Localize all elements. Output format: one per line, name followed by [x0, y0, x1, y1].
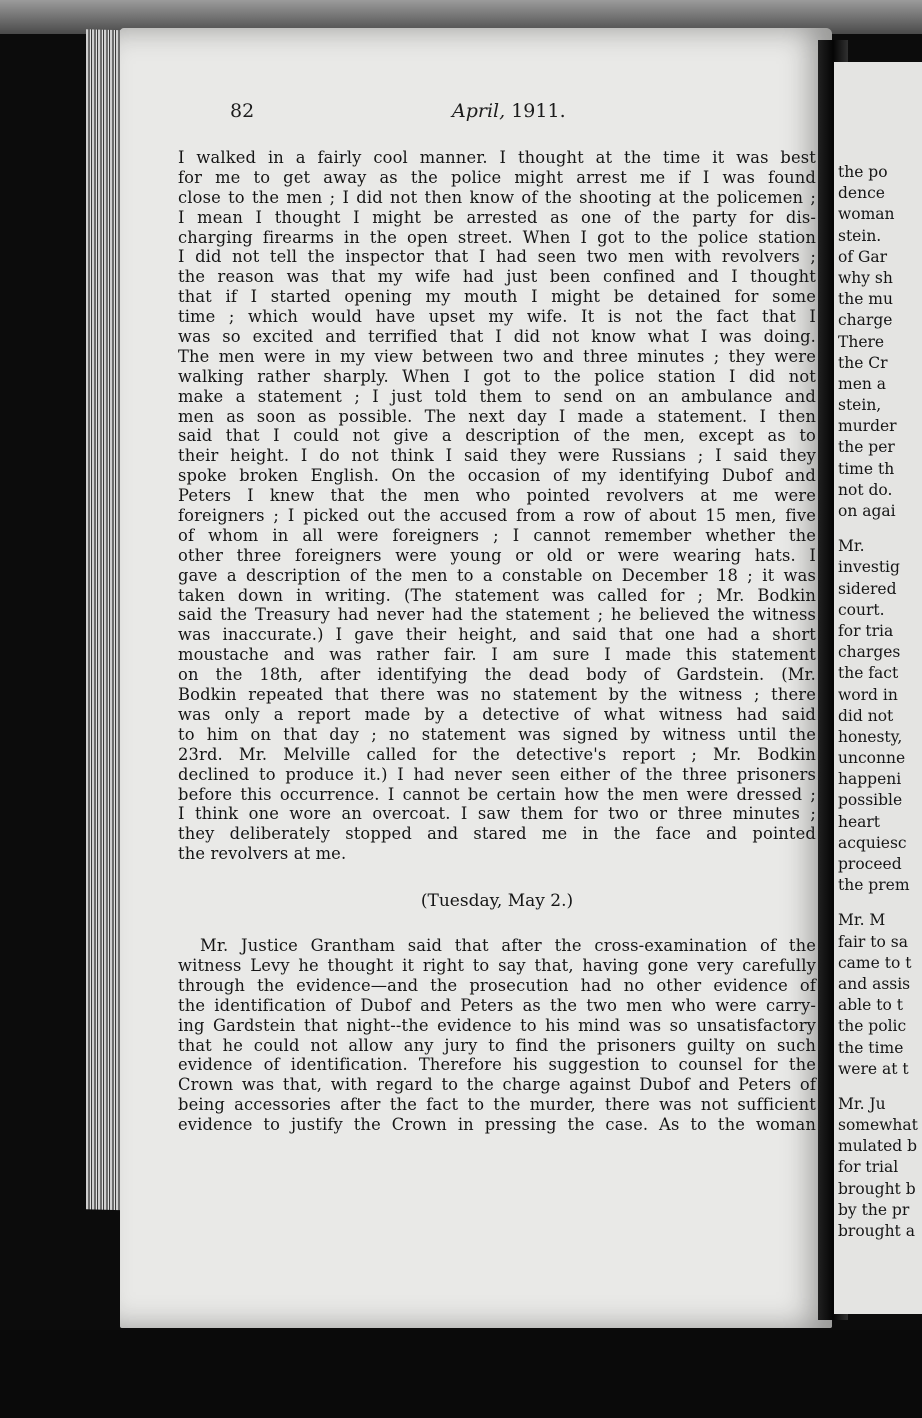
facing-text-line: stein, [838, 396, 882, 415]
facing-text-line: did not [838, 706, 894, 725]
text-line: The men were in my view between two and three minutes ; they were [178, 346, 816, 366]
facing-text-line: the polic [838, 1017, 907, 1036]
facing-text-line: honesty, [838, 727, 903, 746]
running-head-month: April, [452, 100, 506, 122]
text-line: they deliberately stopped and stared me in the face and pointed [178, 824, 816, 844]
page-header [230, 100, 790, 130]
facing-text-line: the per [838, 438, 895, 457]
text-line: moustache and was rather fair. I am sure I made this statement [178, 645, 816, 665]
facing-text-line: proceed [838, 855, 902, 873]
text-line: charging firearms in the open street. When I got to the police station [178, 227, 816, 247]
facing-text-line: sidered [838, 579, 897, 598]
text-line: 23rd. Mr. Melville called for the detective's report ; Mr. Bodkin [178, 744, 816, 764]
text-line: evidence to justify the Crown in pressing the case. As to the woman [178, 1115, 816, 1135]
facing-text-line: came to t [838, 953, 912, 972]
facing-text-line: possible [838, 791, 903, 810]
text-line: the identification of Dubof and Peters as the two men who were carry- [178, 995, 816, 1015]
facing-text-line: charge [838, 311, 893, 330]
text-line: other three foreigners were young or old or were wearing hats. I [178, 545, 816, 565]
facing-page-text [838, 162, 922, 1242]
section-heading: (Tuesday, May 2.) [420, 891, 574, 912]
facing-text-line: why sh [838, 268, 893, 287]
text-line: walking rather sharply. When I got to the police station I did not [178, 366, 816, 386]
facing-text-line: of Gar [838, 247, 888, 266]
text-line: taken down in writing. (The statement was called for ; Mr. Bodkin [178, 585, 816, 605]
text-line: make a statement ; I just told them to send on an ambulance and [178, 386, 816, 406]
text-line: said that I could not give a description of the men, except as to [178, 426, 816, 446]
facing-text-line: were at t [838, 1059, 909, 1078]
facing-text-line: happeni [838, 770, 902, 789]
facing-text-line: on agai [838, 502, 896, 520]
facing-text-line: not do. [838, 480, 893, 499]
text-line: Crown was that, with regard to the charge against Dubof and Peters of [178, 1075, 816, 1095]
text-line: said the Treasury had never had the statement ; he believed the witness [178, 605, 816, 625]
facing-text-line: the fact [838, 664, 899, 683]
scan-bottom-background [0, 1330, 922, 1418]
facing-text-line: charges [838, 643, 901, 662]
facing-text-line: brought a [838, 1222, 915, 1240]
facing-text-line: heart [838, 812, 881, 831]
facing-text-line: word in [838, 685, 898, 704]
facing-text-line: Mr. M [838, 911, 886, 930]
facing-text-line: stein. [838, 226, 882, 245]
text-line: Peters I knew that the men who pointed revolvers at me were [178, 486, 816, 506]
running-head-year: 1911. [511, 100, 566, 122]
facing-text-line: Mr. Ju [838, 1094, 886, 1113]
text-line: before this occurrence. I cannot be certain how the men were dressed ; [178, 784, 816, 804]
text-line: I think one wore an overcoat. I saw them for two or three minutes ; [178, 804, 816, 824]
facing-text-line: court. [838, 600, 885, 619]
text-line: on the 18th, after identifying the dead body of Gardstein. (Mr. [178, 665, 816, 685]
facing-text-line: the time [838, 1038, 904, 1057]
text-line: to him on that day ; no statement was signed by witness until the [178, 724, 816, 744]
facing-text-line: men a [838, 374, 887, 393]
page-number: 82 [230, 100, 255, 122]
witness-testimony-paragraph [178, 148, 816, 864]
text-line: was so excited and terrified that I did not know what I was doing. [178, 327, 816, 347]
facing-text-line: the po [838, 163, 888, 181]
text-line: spoke broken English. On the occasion of my identifying Dubof and [178, 466, 816, 486]
text-line: through the evidence—and the prosecution had no other evidence of [178, 975, 816, 995]
text-line: evidence of identification. Therefore his suggestion to counsel for the [178, 1055, 816, 1075]
facing-text-line: murder [838, 417, 897, 436]
facing-text-line: somewhat [838, 1116, 918, 1135]
text-line: I mean I thought I might be arrested as one of the party for dis- [178, 207, 816, 227]
text-line: men as soon as possible. The next day I made a statement. I then [178, 406, 816, 426]
facing-text-line: acquiesc [838, 833, 907, 852]
facing-text-line: Mr. [838, 537, 865, 556]
text-line: I did not tell the inspector that I had seen two men with revolvers ; [178, 247, 816, 267]
facing-text-line: the prem [838, 876, 910, 895]
facing-text-line: There [838, 332, 885, 351]
facing-text-line: unconne [838, 749, 906, 768]
facing-text-line: for tria [838, 621, 894, 640]
text-line: time ; which would have upset my wife. It is not the fact that I [178, 307, 816, 327]
facing-text-line: the mu [838, 290, 893, 309]
facing-text-line: by the pr [838, 1200, 910, 1219]
facing-text-line: fair to sa [838, 932, 908, 951]
facing-text-line: for trial [838, 1158, 899, 1177]
facing-text-line: investig [838, 558, 900, 577]
text-line: of whom in all were foreigners ; I cannot remember whether the [178, 525, 816, 545]
text-line: was only a report made by a detective of what witness had said [178, 704, 816, 724]
text-line: Mr. Justice Grantham said that after the cross-examination of the [200, 936, 816, 956]
text-line: ing Gardstein that night--the evidence to his mind was so unsatisfactory [178, 1015, 816, 1035]
running-head [452, 100, 566, 122]
text-line: foreigners ; I picked out the accused from a row of about 15 men, five [178, 506, 816, 526]
text-line: gave a description of the men to a constable on December 18 ; it was [178, 565, 816, 585]
text-line: for me to get away as the police might arrest me if I was found [178, 167, 816, 187]
text-line: Bodkin repeated that there was no statement by the witness ; there [178, 685, 816, 705]
facing-text-line: able to t [838, 996, 903, 1015]
text-line: the reason was that my wife had just been confined and I thought [178, 267, 816, 287]
facing-text-line: and assis [838, 974, 911, 993]
text-line: witness Levy he thought it right to say that, having gone very carefully [178, 955, 816, 975]
text-line: that he could not allow any jury to find the prisoners guilty on such [178, 1035, 816, 1055]
facing-text-line: the Cr [838, 353, 888, 372]
text-line: being accessories after the fact to the murder, there was not sufficient [178, 1095, 816, 1115]
text-line: declined to produce it.) I had never seen either of the three prisoners [178, 764, 816, 784]
facing-text-line: woman [838, 205, 895, 224]
text-line: the revolvers at me. [178, 844, 347, 864]
text-line: close to the men ; I did not then know of the shooting at the policemen ; [178, 187, 816, 207]
page-body-text [178, 148, 816, 1135]
facing-text-line: dence [838, 184, 885, 203]
facing-text-line: mulated b [838, 1137, 918, 1156]
text-line: that if I started opening my mouth I might be detained for some [178, 287, 816, 307]
judge-statement-paragraph [178, 936, 816, 1135]
text-line: I walked in a fairly cool manner. I thought at the time it was best [178, 148, 816, 167]
facing-text-line: brought b [838, 1179, 916, 1198]
facing-text-line: time th [838, 459, 895, 478]
text-line: their height. I do not think I said they were Russians ; I said they [178, 446, 816, 466]
text-line: was inaccurate.) I gave their height, and said that one had a short [178, 625, 816, 645]
